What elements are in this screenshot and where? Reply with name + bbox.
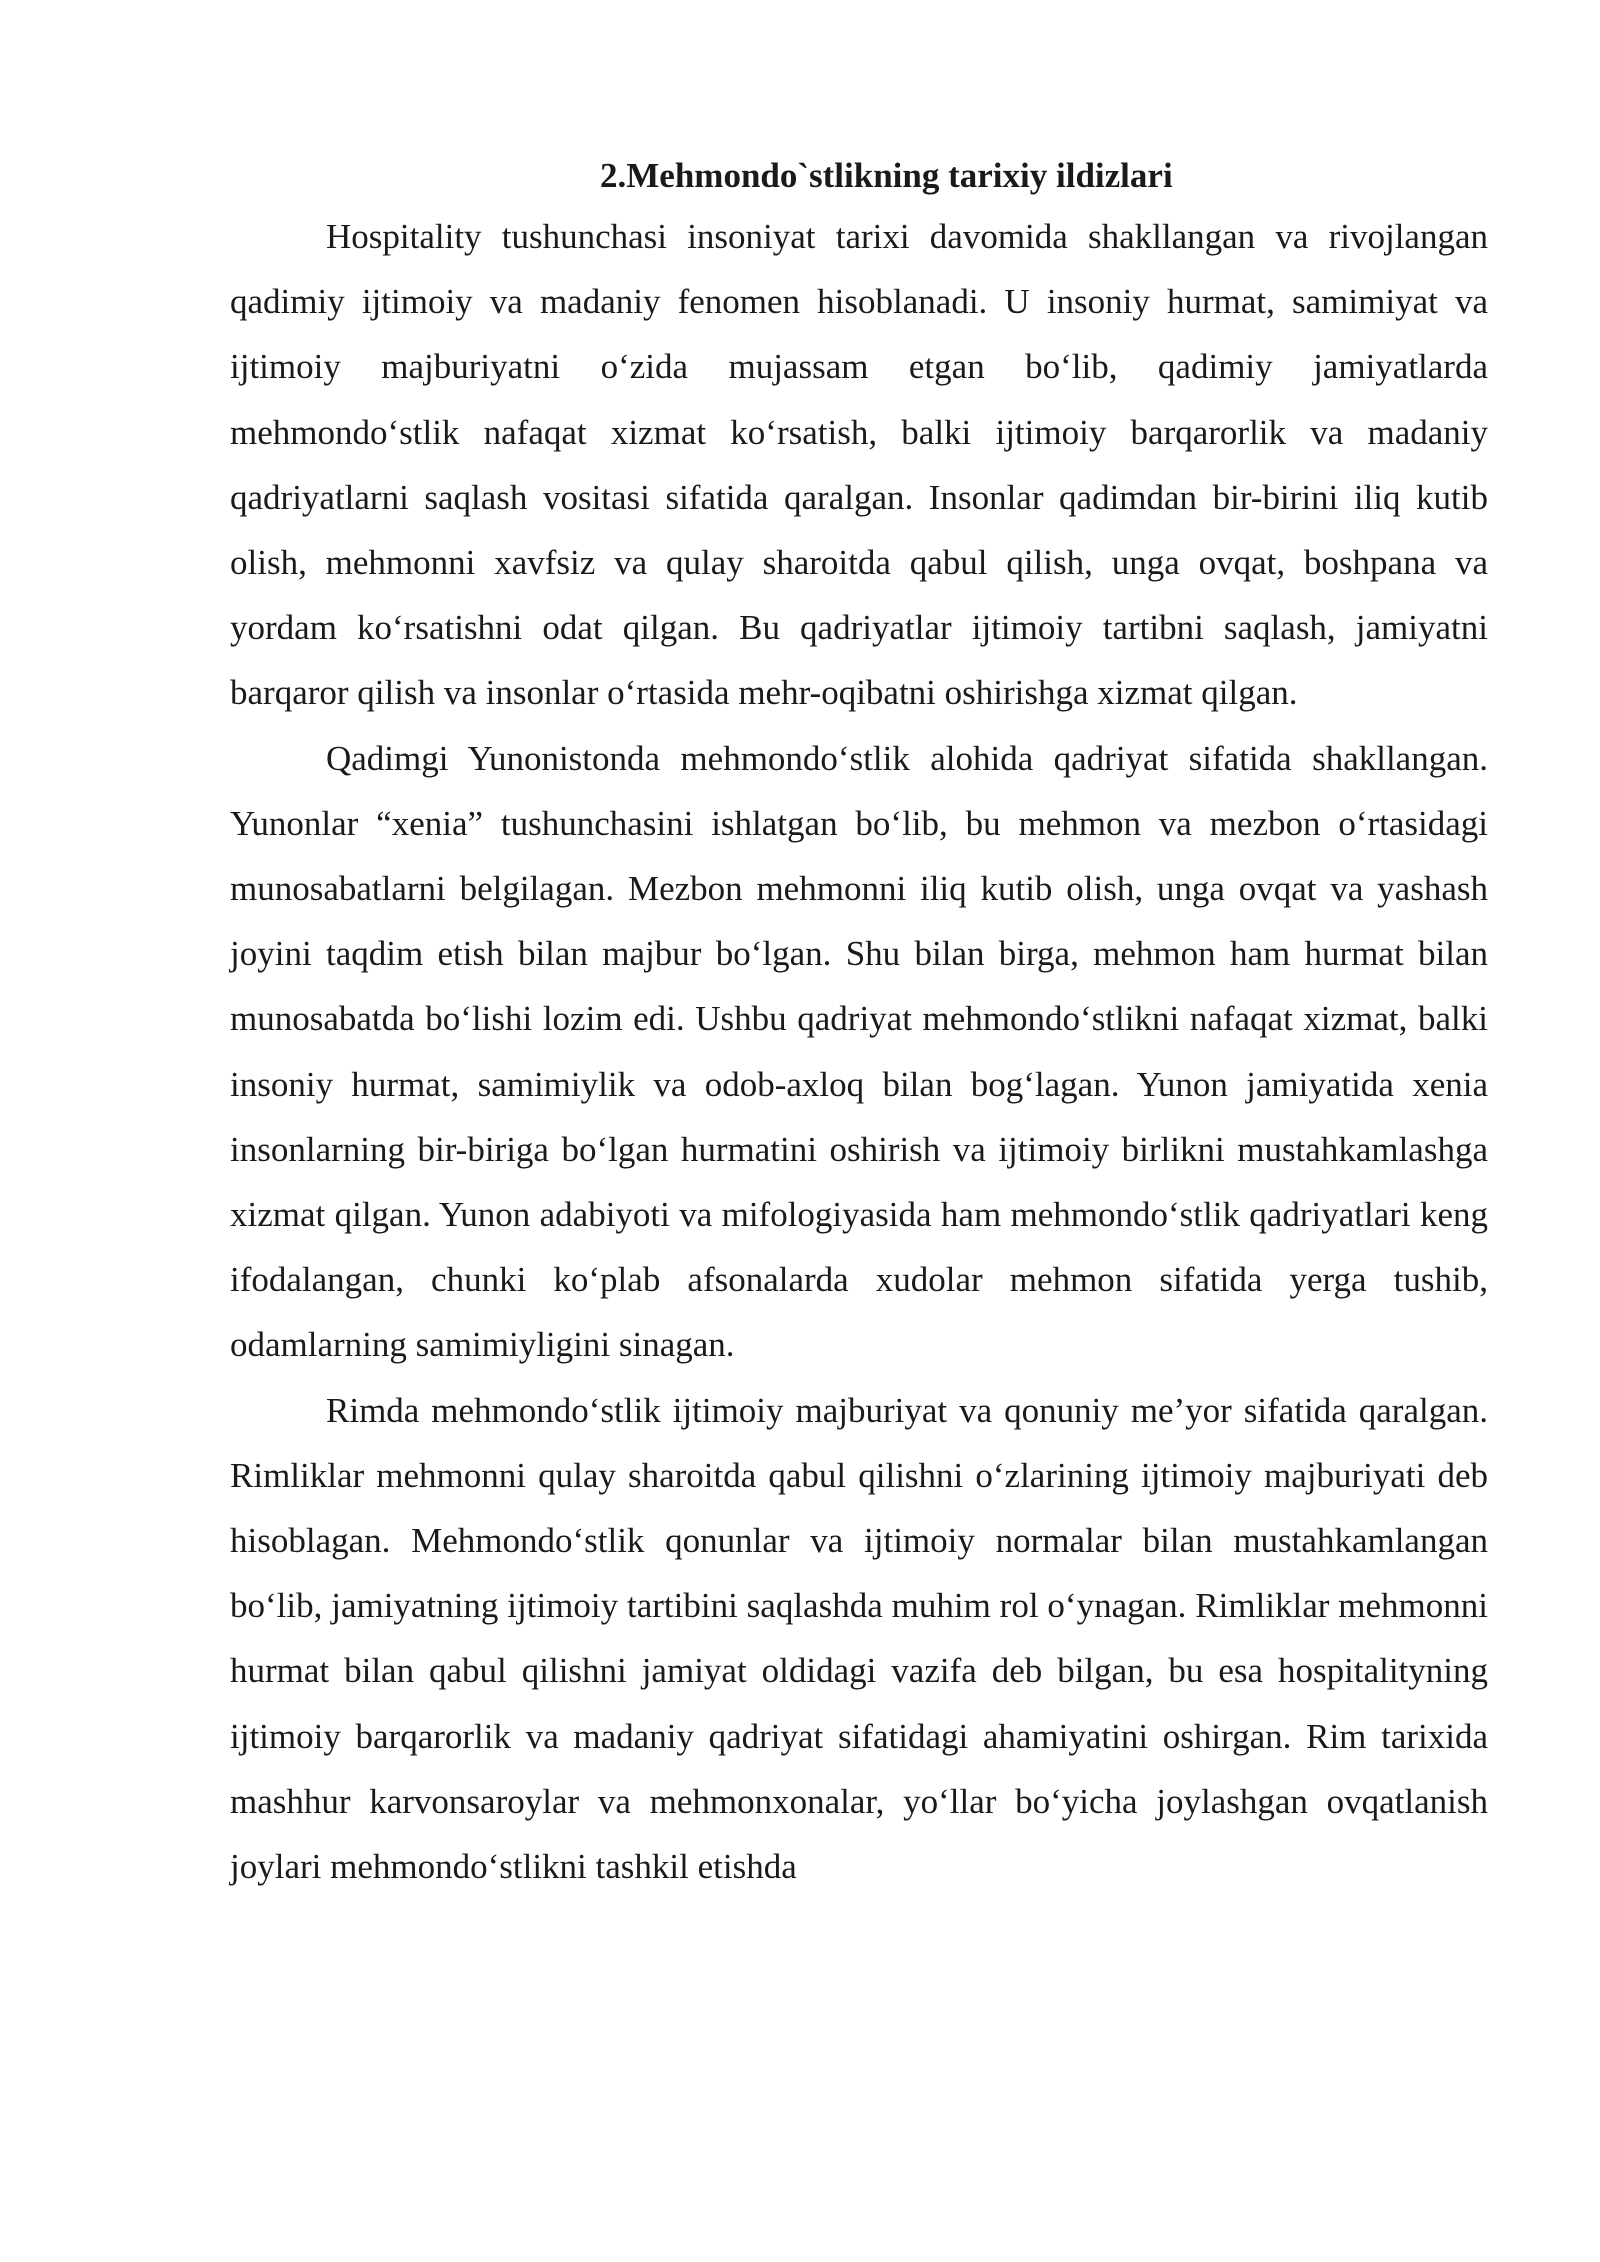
page-content xyxy=(230,148,1488,1899)
paragraph-ancient-greece: Qadimgi Yunonistonda mehmondo‘stlik alohida qadriyat sifatida shakllangan. Yunonlar “xenia” tushunchasini ishlatgan bo‘lib, bu mehmon va mezbon o‘rtasidagi munosabatlarni belgilagan. Mezbon mehmonni iliq kutib olish, unga ovqat va yashash joyini taqdim etish bilan majbur bo‘lgan. Shu bilan birga, mehmon ham hurmat bilan munosabatda bo‘lishi lozim edi. Ushbu qadriyat mehmondo‘stlikni nafaqat xizmat, balki insoniy hurmat, samimiylik va odob-axloq bilan bog‘lagan. Yunon jamiyatida xenia insonlarning bir-biriga bo‘lgan hurmatini oshirish va ijtimoiy birlikni mustahkamlashga xizmat qilgan. Yunon adabiyoti va mifologiyasida ham mehmondo‘stlik qadriyatlari keng ifodalangan, chunki ko‘plab afsonalarda xudolar mehmon sifatida yerga tushib, odamlarning samimiyligini sinagan. xyxy=(230,738,1488,1365)
paragraph-hospitality-intro: Hospitality tushunchasi insoniyat tarixi davomida shakllangan va rivojlangan qadimiy ijtimoiy va madaniy fenomen hisoblanadi. U insoniy hurmat, samimiyat va ijtimoiy majburiyatni o‘zida mujassam etgan bo‘lib, qadimiy jamiyatlarda mehmondo‘stlik nafaqat xizmat ko‘rsatish, balki ijtimoiy barqarorlik va madaniy qadriyatlarni saqlash vositasi sifatida qaralgan. Insonlar qadimdan bir-birini iliq kutib olish, mehmonni xavfsiz va qulay sharoitda qabul qilish, unga ovqat, boshpana va yordam ko‘rsatishni odat qilgan. Bu qadriyatlar ijtimoiy tartibni saqlash, jamiyatni barqaror qilish va insonlar o‘rtasida mehr-oqibatni oshirishga xizmat qilgan. xyxy=(230,217,1488,713)
section-heading: 2.Mehmondo`stlikning tarixiy ildizlari xyxy=(600,156,1173,195)
paragraph-ancient-rome: Rimda mehmondo‘stlik ijtimoiy majburiyat va qonuniy me’yor sifatida qaralgan. Rimliklar mehmonni qulay sharoitda qabul qilishni o‘zlarining ijtimoiy majburiyati deb hisoblagan. Mehmondo‘stlik qonunlar va ijtimoiy normalar bilan mustahkamlangan bo‘lib, jamiyatning ijtimoiy tartibini saqlashda muhim rol o‘ynagan. Rimliklar mehmonni hurmat bilan qabul qilishni jamiyat oldidagi vazifa deb bilgan, bu esa hospitalityning ijtimoiy barqarorlik va madaniy qadriyat sifatidagi ahamiyatini oshirgan. Rim tarixida mashhur karvonsaroylar va mehmonxonalar, yo‘llar bo‘yicha joylashgan ovqatlanish joylari mehmondo‘stlikni tashkil etishda xyxy=(230,1390,1488,1887)
